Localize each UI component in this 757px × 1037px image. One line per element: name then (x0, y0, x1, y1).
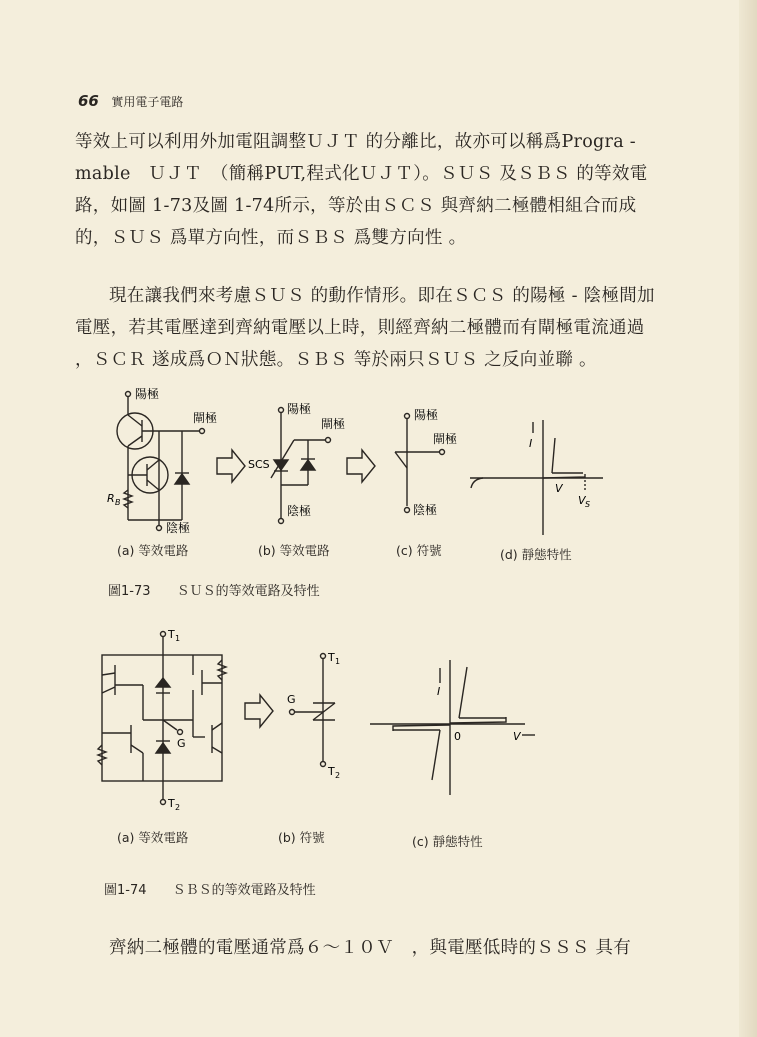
subcaption-d: (d) 靜態特性 (500, 547, 572, 562)
text-line: 路，如圖 1-73及圖 1-74所示，等於由ＳＣＳ 與齊納二極體相組合而成 (75, 196, 637, 216)
label-gate: 閘極 (193, 411, 218, 425)
text-line: ，ＳＣＲ 遂成爲ＯＮ狀態。ＳＢＳ 等於兩只ＳＵＳ 之反向並聯 。 (75, 350, 597, 370)
page-header (78, 92, 183, 110)
paragraph-3 (75, 932, 641, 964)
label-current: I (529, 437, 533, 450)
figure-1-73 (95, 380, 655, 550)
label-voltage: V (555, 482, 563, 495)
label-current: I (437, 685, 441, 698)
subcaption-b: (b) 等效電路 (258, 543, 330, 558)
label-scs: SCS (248, 458, 270, 471)
subcaption-b: (b) 符號 (278, 830, 325, 845)
label-t2-sub: 2 (175, 803, 181, 812)
label-anode: 陽極 (135, 387, 160, 401)
label-rb-sub: B (115, 498, 121, 507)
book-title: 實用電子電路 (111, 95, 184, 109)
label-rb: R (107, 492, 115, 505)
text-line: 齊納二極體的電壓通常爲６～１０Ｖ ，與電壓低時的ＳＳＳ 具有 (109, 938, 632, 958)
paragraph-2 (75, 280, 655, 376)
caption-number: 圖1-73 (108, 584, 151, 599)
label-vs-sub: S (585, 500, 591, 509)
subcaption-a: (a) 等效電路 (117, 543, 189, 558)
label-origin: 0 (454, 730, 461, 743)
label-vs: V (578, 494, 586, 507)
text-line: 現在讓我們來考慮ＳＵＳ 的動作情形。即在ＳＣＳ 的陽極 - 陰極間加 (109, 286, 655, 306)
subcaption-c: (c) 符號 (396, 543, 442, 558)
page-number: 66 (78, 92, 99, 110)
page-edge (739, 0, 757, 1037)
label-cathode: 陰極 (166, 521, 191, 535)
label-t2: T (328, 765, 335, 778)
label-anode: 陽極 (287, 402, 312, 416)
label-cathode: 陰極 (287, 504, 312, 518)
text-line: 的，ＳＵＳ 爲單方向性，而ＳＢＳ 爲雙方向性 。 (75, 228, 467, 248)
label-gate: 閘極 (321, 417, 346, 431)
subcaption-a: (a) 等效電路 (117, 830, 189, 845)
caption-text: ＳＵＳ的等效電路及特性 (176, 584, 320, 599)
caption-number: 圖1-74 (104, 883, 147, 898)
figure-caption-1-74 (104, 879, 316, 898)
subcaption-c: (c) 靜態特性 (412, 834, 483, 849)
label-t1-sub: 1 (175, 634, 181, 643)
label-t1: T (168, 628, 175, 641)
label-g: G (177, 737, 186, 750)
figure-caption-1-73 (108, 580, 320, 599)
label-voltage: V (513, 730, 521, 743)
text-line: 等效上可以利用外加電阻調整ＵＪＴ 的分離比，故亦可以稱爲Progra - (75, 132, 637, 152)
text-line: mable ＵＪＴ （簡稱PUT,程式化ＵＪＴ）。ＳＵＳ 及ＳＢＳ 的等效電 (75, 164, 648, 184)
label-g: G (287, 693, 296, 706)
figure-1-74 (95, 625, 555, 825)
text-line: 電壓，若其電壓達到齊納電壓以上時，則經齊納二極體而有閘極電流通過 (75, 318, 645, 338)
paragraph-1 (75, 126, 648, 254)
label-t1: T (328, 651, 335, 664)
label-t1-sub: 1 (335, 657, 341, 666)
label-t2-sub: 2 (335, 771, 341, 780)
label-cathode: 陰極 (413, 503, 438, 517)
caption-text: ＳＢＳ的等效電路及特性 (172, 883, 316, 898)
label-anode: 陽極 (414, 408, 439, 422)
label-t2: T (168, 797, 175, 810)
label-gate: 閘極 (433, 432, 458, 446)
